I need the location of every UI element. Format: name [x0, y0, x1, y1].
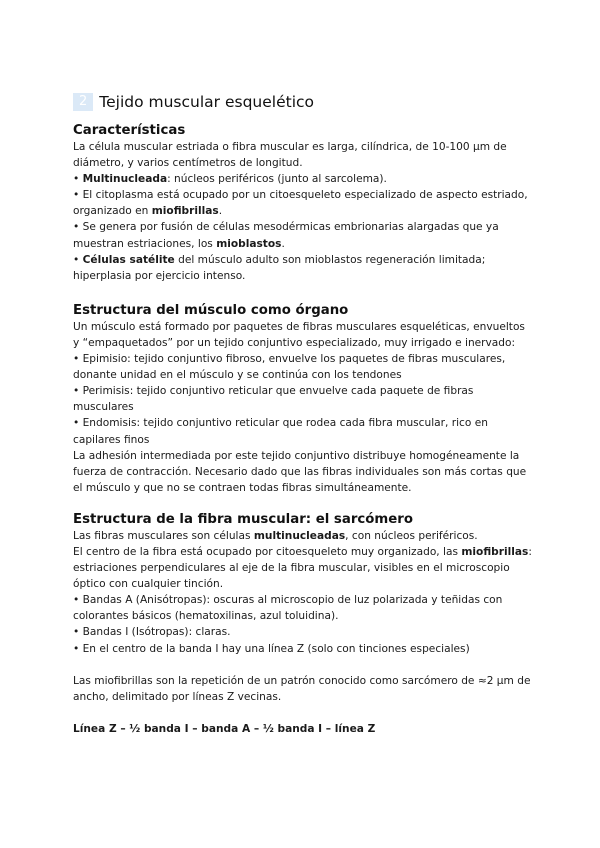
text-run: • Bandas A (Anisótropas): oscuras al microscopio de luz polarizada y teñidas con colorantes básicos (hematoxilinas, azul toluidina).: [73, 594, 503, 623]
bold-term: Multinucleada: [82, 173, 168, 186]
text-run: : núcleos periféricos (junto al sarcolema).: [167, 173, 387, 186]
section-sarcomero: [73, 511, 533, 657]
sarcomere-formula-text: Línea Z – ½ banda I – banda A – ½ banda I – línea Z: [73, 722, 376, 735]
section-heading: Estructura del músculo como órgano: [73, 302, 349, 318]
bold-term: multinucleadas: [253, 529, 346, 542]
text-run: La adhesión intermediada por este tejido conjuntivo distribuye homogéneamente la fuerza de contracción. Necesario dado que las fibras individuales son más cortas que el músculo y que no se contraen todas fibras simultáneamente.: [73, 449, 527, 494]
section-body: [73, 139, 533, 284]
text-run: del músculo adulto son mioblastos regeneración limitada; hiperplasia por ejercicio intenso.: [73, 253, 486, 282]
text-run: • Epimisio: tejido conjuntivo fibroso, envuelve los paquetes de fibras musculares, donante unidad en el músculo y se continúa con los tendones: [73, 353, 506, 382]
text-run: .: [281, 237, 285, 250]
text-run: • Perimisis: tejido conjuntivo reticular que envuelve cada paquete de fibras musculares: [73, 385, 474, 414]
sarcomere-paragraph: Las miofibrillas son la repetición de un patrón conocido como sarcómero de ≈2 μm de ancho, delimitado por líneas Z vecinas.: [73, 674, 531, 703]
text-run: La célula muscular estriada o fibra muscular es larga, cilíndrica, de 10-100 μm de diámetro, y varios centímetros de longitud.: [73, 141, 507, 170]
paragraph: [73, 544, 533, 592]
section-body: [73, 319, 533, 496]
chapter-heading: [73, 92, 533, 112]
paragraph: [73, 528, 533, 544]
paragraph: [73, 171, 533, 187]
section-musculo-organo: [73, 302, 533, 496]
paragraph: [73, 415, 533, 447]
text-run: Un músculo está formado por paquetes de fibras musculares esqueléticas, envueltos y “empaquetados” por un tejido conjuntivo especializado, muy irrigado e inervado:: [73, 320, 525, 349]
text-run: • Se genera por fusión de células mesodérmicas embrionarias alargadas que ya muestran estriaciones, los: [73, 221, 499, 250]
paragraph: [73, 187, 533, 219]
text-run: • Bandas I (Isótropas): claras.: [73, 626, 231, 639]
section-caracteristicas: [73, 122, 533, 284]
paragraph: [73, 624, 533, 640]
bold-term: miofibrillas: [461, 545, 529, 558]
text-run: • El citoplasma está ocupado por un citoesqueleto especializado de aspecto estriado, organizado en: [73, 189, 528, 218]
text-run: El centro de la fibra está ocupado por citoesqueleto muy organizado, las: [73, 545, 462, 558]
page-content: [73, 92, 533, 737]
bold-term: mioblastos: [216, 237, 282, 250]
text-run: •: [73, 253, 83, 266]
text-run: • En el centro de la banda I hay una línea Z (solo con tinciones especiales): [73, 642, 470, 655]
text-run: Las fibras musculares son células: [73, 529, 254, 542]
paragraph: [73, 319, 533, 351]
paragraph: [73, 252, 533, 284]
chapter-number: 2: [73, 93, 93, 111]
paragraph: [73, 448, 533, 496]
text-run: , con núcleos periféricos.: [345, 529, 478, 542]
chapter-title: Tejido muscular esquelético: [99, 93, 315, 111]
text-run: : estriaciones perpendiculares al eje de la fibra muscular, visibles en el microscopio óptico con cualquier tinción.: [73, 545, 532, 591]
paragraph: [73, 219, 533, 251]
bold-term: miofibrillas: [151, 205, 219, 218]
paragraph: [73, 139, 533, 171]
section-body: [73, 528, 533, 657]
section-heading: Estructura de la fibra muscular: el sarcómero: [73, 511, 413, 527]
text-run: •: [73, 173, 83, 186]
paragraph: [73, 351, 533, 383]
paragraph: [73, 641, 533, 657]
paragraph: [73, 592, 533, 624]
text-run: • Endomisis: tejido conjuntivo reticular que rodea cada fibra muscular, rico en capilares finos: [73, 417, 488, 446]
text-run: .: [218, 205, 223, 218]
section-heading: Características: [73, 123, 186, 138]
sarcomere-formula: [73, 721, 533, 737]
bold-term: Células satélite: [82, 253, 175, 266]
paragraph: [73, 383, 533, 415]
